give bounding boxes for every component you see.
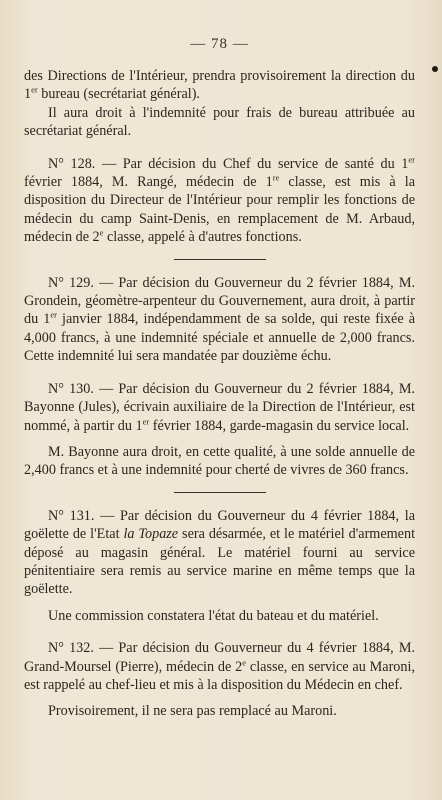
decision-131-commission: Une commission constatera l'état du bateau et du matériel. [48,607,379,624]
decision-130-salary: M. Bayonne aura droit, en cette qualité, à une solde annuelle de 2,400 francs et à une indemnité pour cherté de vivres de 360 francs. [24,443,415,479]
ink-dot [432,66,438,72]
section-rule [174,492,266,493]
section-rule [174,259,266,260]
page-number: — 78 — [190,36,249,52]
decision-128: N° 128. — Par décision du Chef du service de santé du 1er février 1884, M. Rangé, médecin de 1re classe, est mis à la disposition du Directeur de l'Intérieur pour remplir les fonctions de médecin du camp Saint-Denis, en remplacement de M. Arbaud, médecin de 2e classe, appelé à d'autres fonctions. [24,153,415,246]
decision-132-note: Provisoirement, il ne sera pas remplacé au Maroni. [48,703,337,720]
paragraph-continuation: des Directions de l'Intérieur, prendra provisoirement la direction du 1er bureau (secrétariat général). [24,68,415,103]
decision-129: N° 129. — Par décision du Gouverneur du 2 février 1884, M. Grondein, géomètre-arpenteur du Gouvernement, aura droit, à partir du 1er janvier 1884, indépendamment de sa solde, qui reste fixée à 4,000 francs, à une indemnité spéciale et annuelle de 2,000 francs. Cette indemnité lui sera mandatée par douzième échu. [24,274,415,365]
decision-132: N° 132. — Par décision du Gouverneur du 4 février 1884, M. Grand-Moursel (Pierre), médecin de 2e classe, en service au Maroni, est rappelé au chef-lieu et mis à la disposition du Médecin en chef. [24,640,415,693]
paragraph-indemnity: Il aura droit à l'indemnité pour frais de bureau attribuée au secrétariat général. [24,104,415,140]
decision-131: N° 131. — Par décision du Gouverneur du 4 février 1884, la goëlette de l'Etat la Topaze sera désarmée, et le matériel d'armement déposé au magasin général. Le matériel fourni au service pénitentiaire sera remis au service marine en même temps que la goëlette. [24,507,416,598]
decision-130: N° 130. — Par décision du Gouverneur du 2 février 1884, M. Bayonne (Jules), écrivain auxiliaire de la Direction de l'Intérieur, est nommé, à partir du 1er février 1884, garde-magasin du service local. [24,380,415,434]
